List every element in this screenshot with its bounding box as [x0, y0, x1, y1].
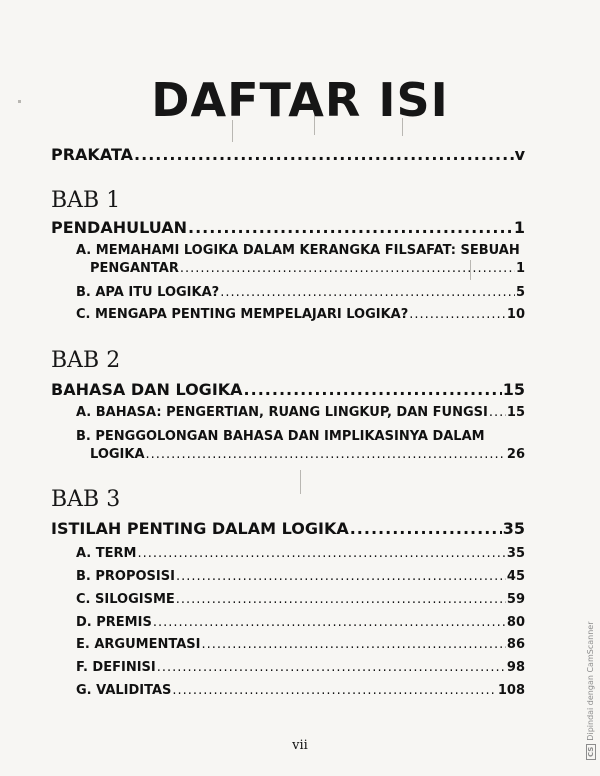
toc-page-number: 86 — [506, 637, 525, 652]
toc-entry-label: D. PREMIS — [76, 615, 152, 630]
toc-entry-section[interactable] — [76, 592, 525, 607]
toc-entry-section[interactable] — [76, 285, 525, 300]
watermark-text: Dipindai dengan CamScanner — [586, 621, 595, 741]
dot-leader — [176, 569, 506, 584]
toc-entry-label: A. BAHASA: PENGERTIAN, RUANG LINGKUP, DAN FUNGSI — [76, 405, 488, 420]
toc-entry-chapter[interactable] — [51, 519, 525, 538]
toc-page-number: 80 — [506, 615, 525, 630]
toc-page-number: 15 — [506, 405, 525, 420]
toc-page-number: 35 — [506, 546, 525, 561]
dot-leader — [134, 145, 514, 164]
toc-entry-label: C. MENGAPA PENTING MEMPELAJARI LOGIKA? — [76, 307, 409, 322]
dot-leader — [137, 546, 505, 561]
toc-entry-label: E. ARGUMENTASI — [76, 637, 201, 652]
toc-page-number: 108 — [497, 683, 525, 698]
dot-leader — [146, 447, 506, 462]
chapter-heading: BAB 1 — [51, 188, 121, 213]
toc-entry-label[interactable]: B. PENGGOLONGAN BAHASA DAN IMPLIKASINYA DALAM — [76, 429, 485, 444]
toc-entry-label: G. VALIDITAS — [76, 683, 172, 698]
dot-leader — [176, 592, 506, 607]
toc-entry-section[interactable] — [76, 546, 525, 561]
toc-entry-section[interactable] — [76, 405, 525, 420]
dot-leader — [489, 405, 506, 420]
toc-entry-section[interactable] — [76, 569, 525, 584]
toc-entry-label: BAHASA DAN LOGIKA — [51, 380, 243, 399]
toc-page-number: 1 — [513, 218, 525, 237]
toc-entry-section[interactable] — [90, 447, 525, 462]
toc-entry-label: LOGIKA — [90, 447, 145, 462]
page-number: vii — [292, 738, 308, 753]
toc-entry-label: PENGANTAR — [90, 261, 179, 276]
dot-leader — [409, 307, 506, 322]
camscanner-icon: CS — [586, 744, 596, 760]
toc-page-number: 10 — [506, 307, 525, 322]
toc-entry-section[interactable] — [76, 660, 525, 675]
toc-entry-label: ISTILAH PENTING DALAM LOGIKA — [51, 519, 349, 538]
toc-page-number: 59 — [506, 592, 525, 607]
toc-page-number: 15 — [502, 380, 525, 399]
toc-page-number: 1 — [515, 261, 525, 276]
chapter-heading: BAB 2 — [51, 348, 121, 373]
toc-entry-label: F. DEFINISI — [76, 660, 156, 675]
toc-entry-section[interactable] — [76, 615, 525, 630]
toc-entry-label: B. APA ITU LOGIKA? — [76, 285, 220, 300]
toc-entry-label: PRAKATA — [51, 145, 134, 164]
toc-entry-section[interactable] — [76, 307, 525, 322]
toc-entry-chapter[interactable] — [51, 218, 525, 237]
scanner-watermark — [586, 622, 596, 761]
toc-entry-label: C. SILOGISME — [76, 592, 175, 607]
toc-entry-section[interactable] — [76, 637, 525, 652]
page-title: DAFTAR ISI — [151, 72, 449, 127]
toc-page-number: 98 — [506, 660, 525, 675]
toc-entry-prakata[interactable] — [51, 145, 525, 164]
dot-leader — [244, 380, 502, 399]
toc-entry-section[interactable] — [76, 683, 525, 698]
dot-leader — [157, 660, 506, 675]
dot-leader — [153, 615, 506, 630]
toc-entry-label: PENDAHULUAN — [51, 218, 187, 237]
toc-page-number: 5 — [515, 285, 525, 300]
dot-leader — [350, 519, 502, 538]
dot-leader — [172, 683, 496, 698]
toc-entry-chapter[interactable] — [51, 380, 525, 399]
toc-entry-label[interactable]: A. MEMAHAMI LOGIKA DALAM KERANGKA FILSAFAT: SEBUAH — [76, 243, 520, 258]
toc-page-number: 26 — [506, 447, 525, 462]
toc-page-number: v — [514, 145, 525, 164]
toc-entry-section[interactable] — [90, 261, 525, 276]
chapter-heading: BAB 3 — [51, 487, 121, 512]
toc-entry-label: A. TERM — [76, 546, 137, 561]
toc-entry-label: B. PROPOSISI — [76, 569, 175, 584]
toc-page-number: 35 — [502, 519, 525, 538]
dot-leader — [188, 218, 513, 237]
dot-leader — [180, 261, 515, 276]
dot-leader — [220, 285, 515, 300]
toc-page-number: 45 — [506, 569, 525, 584]
dot-leader — [201, 637, 505, 652]
